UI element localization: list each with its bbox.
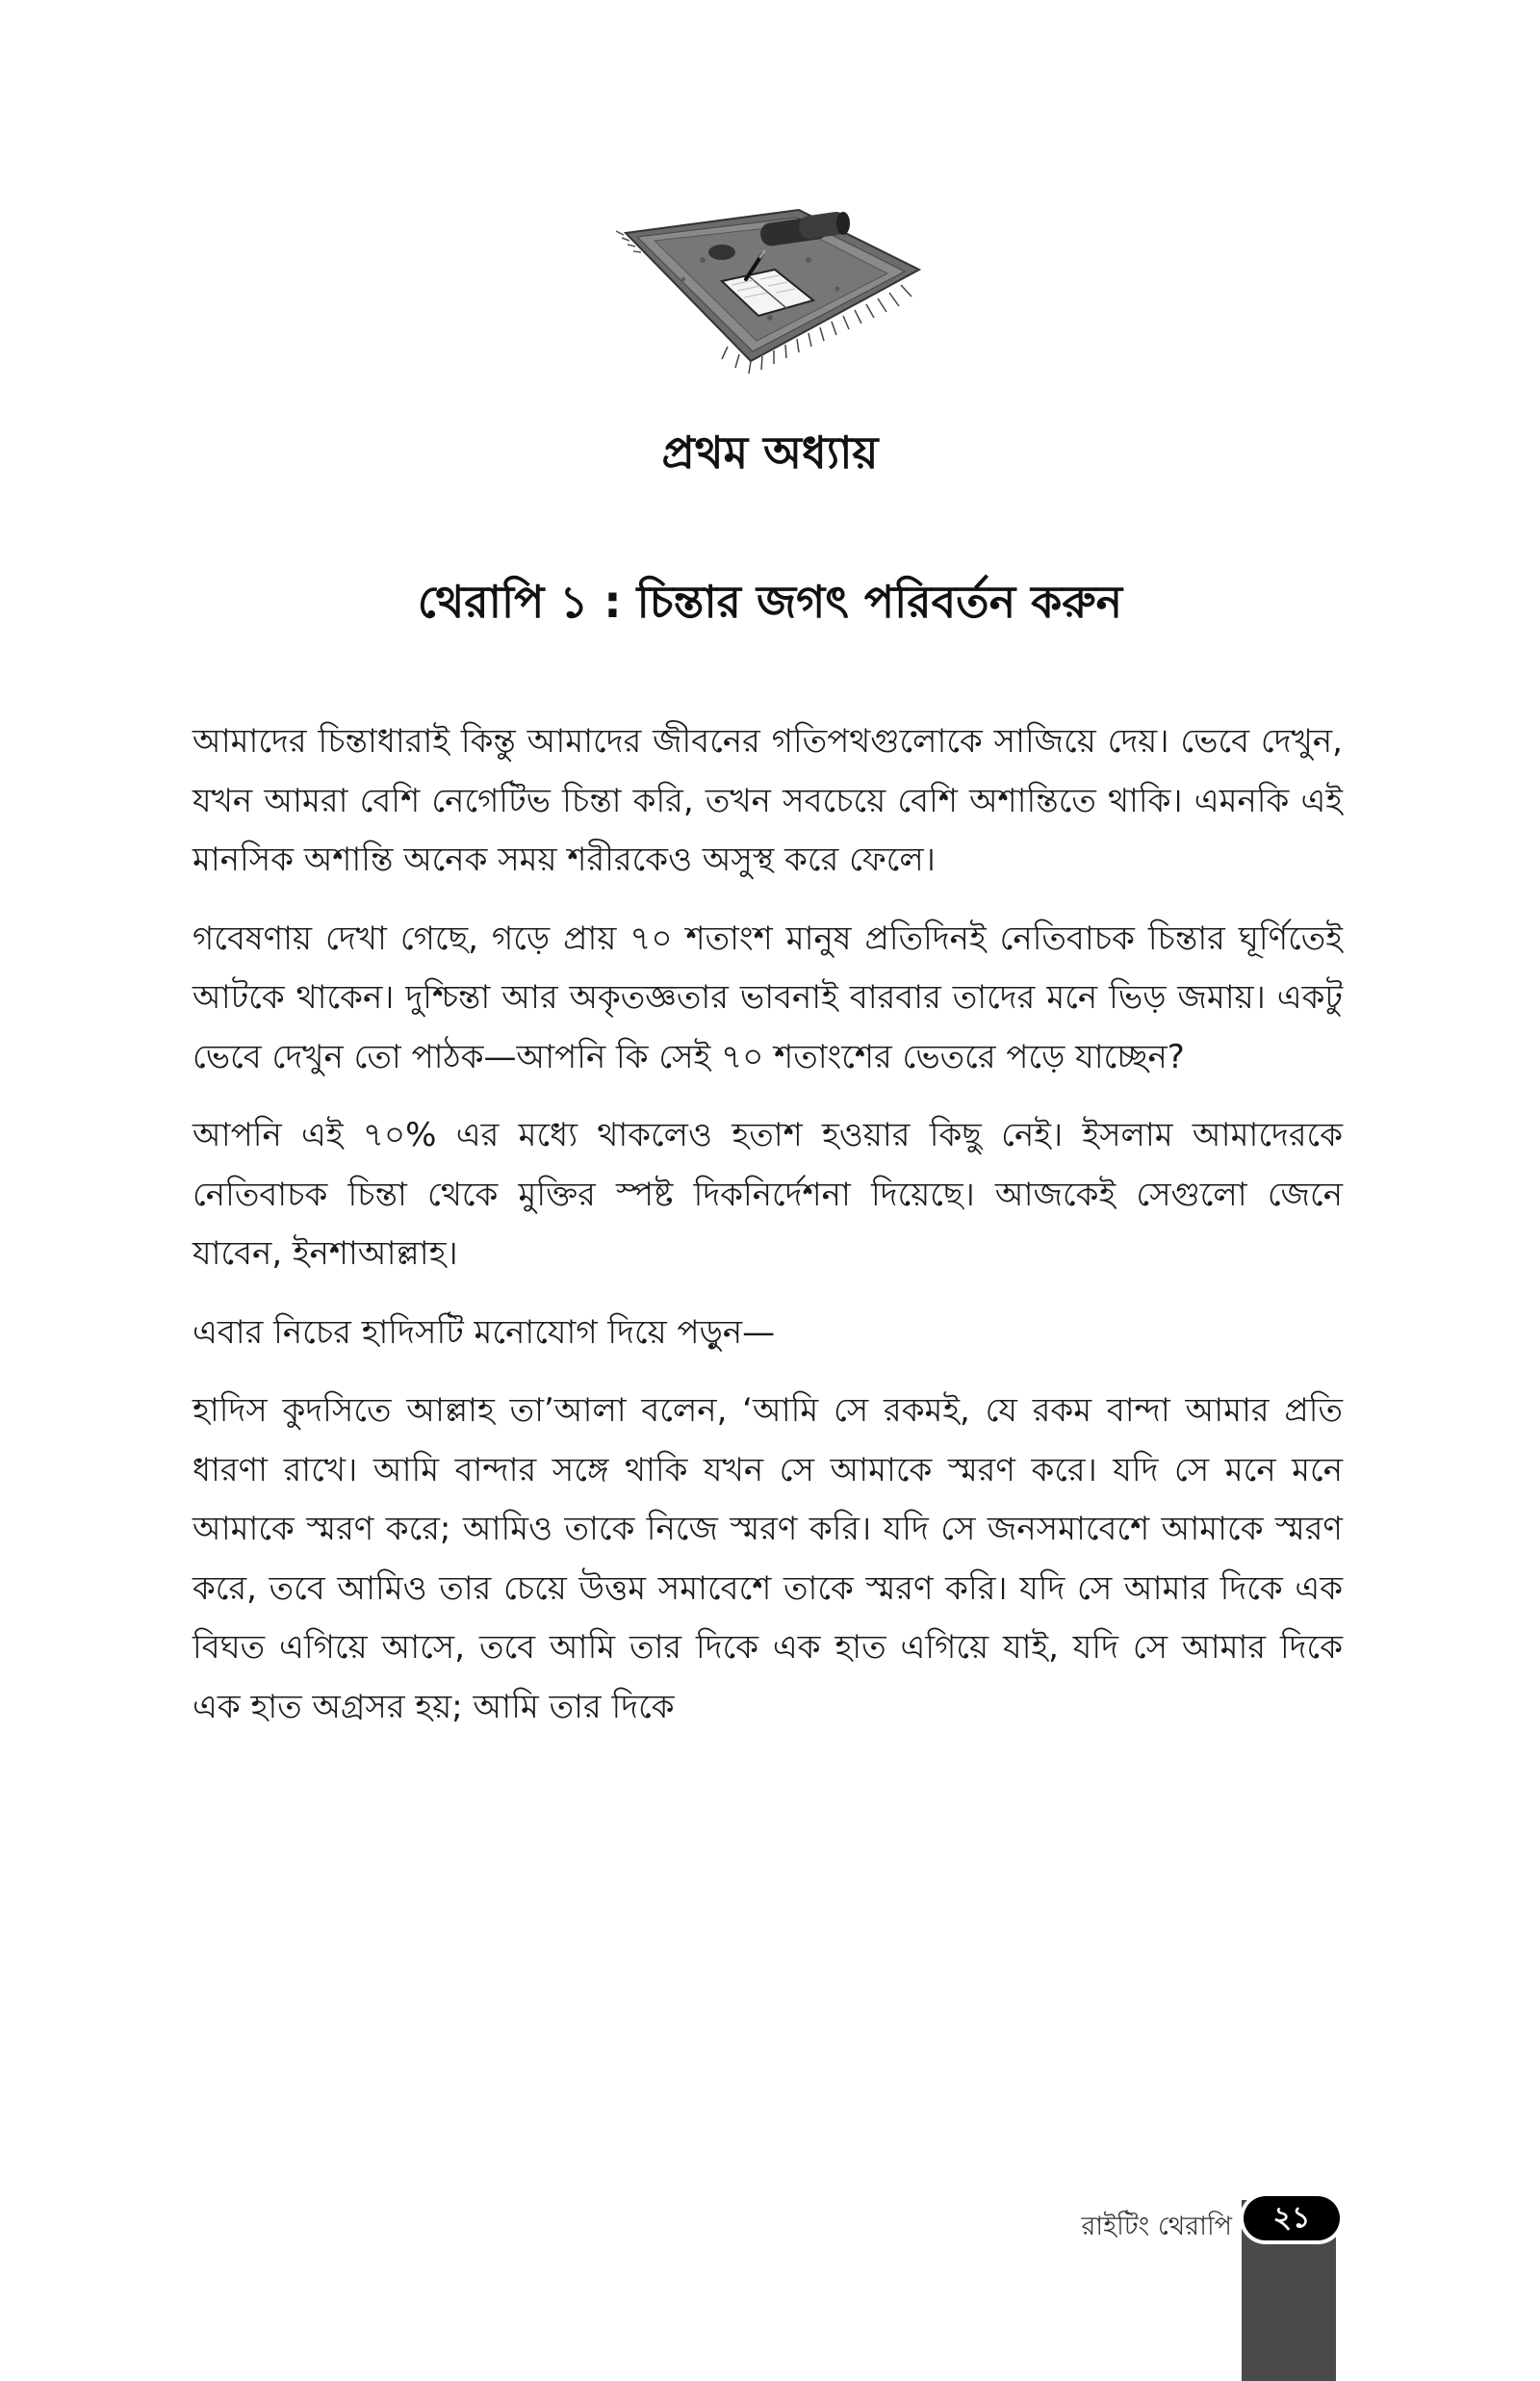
page-number: ২১ [1272, 2201, 1311, 2235]
prayer-mat-illustration [616, 193, 924, 375]
body-text [192, 712, 1343, 1756]
chapter-label: প্রথম অধ্যায় [661, 427, 879, 479]
paragraph-3: আপনি এই ৭০% এর মধ্যে থাকলেও হতাশ হওয়ার কিছু নেই। ইসলাম আমাদেরকে নেতিবাচক চিন্তা থেকে মুক্তির স্পষ্ট দিকনির্দেশনা দিয়েছে। আজকেই সেগুলো জেনে যাবেন, ইনশাআল্লাহ। [192, 1116, 1343, 1273]
paragraph-1: আমাদের চিন্তাধারাই কিন্তু আমাদের জীবনের গতিপথগুলোকে সাজিয়ে দেয়। ভেবে দেখুন, যখন আমরা বেশি নেগেটিভ চিন্তা করি, তখন সবচেয়ে বেশি অশান্তিতে থাকি। এমনকি এই মানসিক অশান্তি অনেক সময় শরীরকেও অসুস্থ করে ফেলে। [192, 722, 1343, 879]
chapter-title: থেরাপি ১ : চিন্তার জগৎ পরিবর্তন করুন [417, 576, 1123, 628]
paragraph-4: এবার নিচের হাদিসটি মনোযোগ দিয়ে পড়ুন— [192, 1312, 776, 1352]
paragraph-5: হাদিস কুদসিতে আল্লাহ তা’আলা বলেন, ‘আমি সে রকমই, যে রকম বান্দা আমার প্রতি ধারণা রাখে। আমি বান্দার সঙ্গে থাকি যখন সে আমাকে স্মরণ করে। যদি সে মনে মনে আমাকে স্মরণ করে; আমিও তাকে নিজে স্মরণ করি। যদি সে জনসমাবেশে আমাকে স্মরণ করে, তবে আমিও তার চেয়ে উত্তম সমাবেশে তাকে স্মরণ করি। যদি সে আমার দিকে এক বিঘত এগিয়ে আসে, তবে আমি তার দিকে এক হাত এগিয়ে যাই, যদি সে আমার দিকে এক হাত অগ্রসর হয়; আমি তার দিকে [192, 1391, 1343, 1726]
running-title: রাইটিং থেরাপি [1081, 2212, 1232, 2241]
paragraph-2: গবেষণায় দেখা গেছে, গড়ে প্রায় ৭০ শতাংশ মানুষ প্রতিদিনই নেতিবাচক চিন্তার ঘূর্ণিতেই আটকে থাকেন। দুশ্চিন্তা আর অকৃতজ্ঞতার ভাবনাই বারবার তাদের মনে ভিড় জমায়। একটু ভেবে দেখুন তো পাঠক—আপনি কি সেই ৭০ শতাংশের ভেতরে পড়ে যাচ্ছেন? [192, 919, 1343, 1076]
